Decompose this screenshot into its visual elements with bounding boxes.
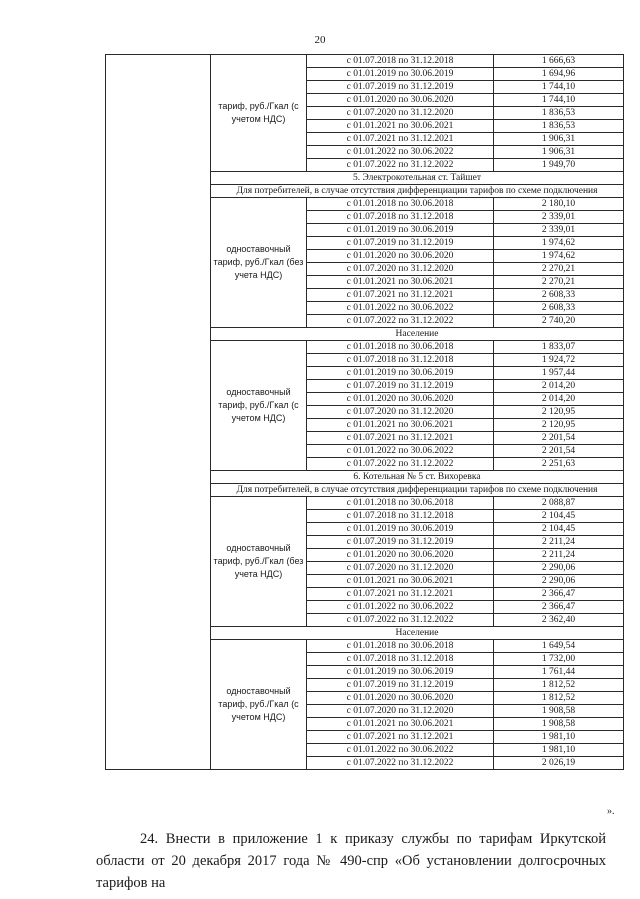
tariff-value-cell: 2 180,10	[494, 198, 624, 211]
tariff-value-cell: 2 026,19	[494, 757, 624, 770]
tariff-value-cell: 2 120,95	[494, 419, 624, 432]
period-cell: с 01.01.2022 по 30.06.2022	[307, 146, 494, 159]
tariff-value-cell: 2 608,33	[494, 289, 624, 302]
period-cell: с 01.07.2020 по 31.12.2020	[307, 562, 494, 575]
period-cell: с 01.01.2022 по 30.06.2022	[307, 445, 494, 458]
tariff-value-cell: 2 270,21	[494, 276, 624, 289]
tariff-value-cell: 1 744,10	[494, 81, 624, 94]
tariff-table	[105, 54, 624, 770]
consumer-group-heading: Население	[211, 627, 624, 640]
tariff-value-cell: 2 740,20	[494, 315, 624, 328]
tariff-value-cell: 2 251,63	[494, 458, 624, 471]
tariff-value-cell: 1 833,07	[494, 341, 624, 354]
period-cell: с 01.07.2022 по 31.12.2022	[307, 315, 494, 328]
tariff-value-cell: 2 104,45	[494, 523, 624, 536]
period-cell: с 01.01.2020 по 30.06.2020	[307, 549, 494, 562]
period-cell: с 01.01.2022 по 30.06.2022	[307, 302, 494, 315]
period-cell: с 01.07.2020 по 31.12.2020	[307, 263, 494, 276]
period-cell: с 01.07.2019 по 31.12.2019	[307, 536, 494, 549]
tariff-type-label: одноставочный тариф, руб./Гкал (с учетом НДС)	[211, 341, 307, 471]
tariff-value-cell: 1 694,96	[494, 68, 624, 81]
tariff-value-cell: 2 290,06	[494, 562, 624, 575]
tariff-value-cell: 2 339,01	[494, 211, 624, 224]
tariff-value-cell: 2 201,54	[494, 432, 624, 445]
tariff-value-cell: 1 908,58	[494, 705, 624, 718]
consumer-group-heading: Население	[211, 328, 624, 341]
period-cell: с 01.07.2021 по 31.12.2021	[307, 731, 494, 744]
period-cell: с 01.01.2018 по 30.06.2018	[307, 497, 494, 510]
tariff-value-cell: 2 014,20	[494, 393, 624, 406]
period-cell: с 01.07.2020 по 31.12.2020	[307, 107, 494, 120]
period-cell: с 01.07.2018 по 31.12.2018	[307, 653, 494, 666]
period-cell: с 01.07.2021 по 31.12.2021	[307, 133, 494, 146]
consumer-group-heading: Для потребителей, в случае отсутствия дифференциации тарифов по схеме подключения	[211, 484, 624, 497]
period-cell: с 01.07.2022 по 31.12.2022	[307, 614, 494, 627]
tariff-value-cell: 1 836,53	[494, 107, 624, 120]
tariff-value-cell: 1 924,72	[494, 354, 624, 367]
tariff-value-cell: 1 666,63	[494, 55, 624, 68]
tariff-value-cell: 1 744,10	[494, 94, 624, 107]
tariff-value-cell: 2 339,01	[494, 224, 624, 237]
tariff-value-cell: 1 906,31	[494, 146, 624, 159]
tariff-value-cell: 2 270,21	[494, 263, 624, 276]
period-cell: с 01.01.2019 по 30.06.2019	[307, 68, 494, 81]
consumer-group-heading: Для потребителей, в случае отсутствия дифференциации тарифов по схеме подключения	[211, 185, 624, 198]
period-cell: с 01.07.2018 по 31.12.2018	[307, 211, 494, 224]
tariff-value-cell: 2 211,24	[494, 549, 624, 562]
tariff-value-cell: 2 120,95	[494, 406, 624, 419]
empty-left-column	[106, 55, 211, 770]
tariff-value-cell: 2 362,40	[494, 614, 624, 627]
period-cell: с 01.07.2021 по 31.12.2021	[307, 432, 494, 445]
period-cell: с 01.07.2018 по 31.12.2018	[307, 55, 494, 68]
period-cell: с 01.07.2021 по 31.12.2021	[307, 588, 494, 601]
tariff-value-cell: 1 957,44	[494, 367, 624, 380]
period-cell: с 01.07.2022 по 31.12.2022	[307, 159, 494, 172]
period-cell: с 01.01.2018 по 30.06.2018	[307, 198, 494, 211]
period-cell: с 01.07.2021 по 31.12.2021	[307, 289, 494, 302]
tariff-value-cell: 2 201,54	[494, 445, 624, 458]
tariff-value-cell: 1 974,62	[494, 237, 624, 250]
table-row	[106, 55, 624, 68]
period-cell: с 01.01.2019 по 30.06.2019	[307, 367, 494, 380]
closing-quote-mark: ».	[607, 806, 615, 817]
tariff-value-cell: 2 608,33	[494, 302, 624, 315]
page-number: 20	[314, 34, 326, 46]
period-cell: с 01.01.2021 по 30.06.2021	[307, 120, 494, 133]
period-cell: с 01.01.2020 по 30.06.2020	[307, 94, 494, 107]
period-cell: с 01.01.2018 по 30.06.2018	[307, 341, 494, 354]
tariff-value-cell: 2 014,20	[494, 380, 624, 393]
tariff-type-label: тариф, руб./Гкал (с учетом НДС)	[211, 55, 307, 172]
period-cell: с 01.07.2022 по 31.12.2022	[307, 458, 494, 471]
tariff-table-container	[105, 54, 605, 770]
tariff-value-cell: 1 836,53	[494, 120, 624, 133]
period-cell: с 01.07.2020 по 31.12.2020	[307, 705, 494, 718]
period-cell: с 01.01.2019 по 30.06.2019	[307, 224, 494, 237]
paragraph-line: от 20 декабря 2017 года № 490-спр «Об установлении долгосрочных тарифов на	[96, 853, 607, 891]
tariff-value-cell: 1 761,44	[494, 666, 624, 679]
tariff-value-cell: 1 974,62	[494, 250, 624, 263]
period-cell: с 01.01.2022 по 30.06.2022	[307, 601, 494, 614]
tariff-value-cell: 1 649,54	[494, 640, 624, 653]
tariff-value-cell: 1 949,70	[494, 159, 624, 172]
tariff-value-cell: 2 211,24	[494, 536, 624, 549]
period-cell: с 01.07.2020 по 31.12.2020	[307, 406, 494, 419]
period-cell: с 01.07.2019 по 31.12.2019	[307, 679, 494, 692]
tariff-value-cell: 1 812,52	[494, 692, 624, 705]
paragraph-line: 24. Внести в приложение 1 к приказу службы по тарифам Иркутской области	[96, 831, 606, 869]
period-cell: с 01.01.2019 по 30.06.2019	[307, 523, 494, 536]
period-cell: с 01.01.2021 по 30.06.2021	[307, 575, 494, 588]
amendment-paragraph	[96, 828, 606, 894]
tariff-value-cell: 2 104,45	[494, 510, 624, 523]
tariff-value-cell: 2 366,47	[494, 588, 624, 601]
period-cell: с 01.01.2021 по 30.06.2021	[307, 419, 494, 432]
tariff-type-label: одноставочный тариф, руб./Гкал (без учета НДС)	[211, 198, 307, 328]
tariff-value-cell: 1 906,31	[494, 133, 624, 146]
period-cell: с 01.07.2022 по 31.12.2022	[307, 757, 494, 770]
section-title: 6. Котельная № 5 ст. Вихоревка	[211, 471, 624, 484]
period-cell: с 01.01.2020 по 30.06.2020	[307, 393, 494, 406]
tariff-value-cell: 1 812,52	[494, 679, 624, 692]
tariff-value-cell: 1 981,10	[494, 744, 624, 757]
period-cell: с 01.01.2021 по 30.06.2021	[307, 718, 494, 731]
tariff-value-cell: 1 732,00	[494, 653, 624, 666]
tariff-type-label: одноставочный тариф, руб./Гкал (с учетом НДС)	[211, 640, 307, 770]
tariff-value-cell: 2 088,87	[494, 497, 624, 510]
period-cell: с 01.01.2020 по 30.06.2020	[307, 250, 494, 263]
period-cell: с 01.01.2018 по 30.06.2018	[307, 640, 494, 653]
period-cell: с 01.07.2018 по 31.12.2018	[307, 354, 494, 367]
section-title: 5. Электрокотельная ст. Тайшет	[211, 172, 624, 185]
tariff-value-cell: 2 290,06	[494, 575, 624, 588]
period-cell: с 01.07.2019 по 31.12.2019	[307, 81, 494, 94]
period-cell: с 01.07.2019 по 31.12.2019	[307, 380, 494, 393]
period-cell: с 01.01.2022 по 30.06.2022	[307, 744, 494, 757]
tariff-type-label: одноставочный тариф, руб./Гкал (без учета НДС)	[211, 497, 307, 627]
tariff-value-cell: 2 366,47	[494, 601, 624, 614]
tariff-value-cell: 1 908,58	[494, 718, 624, 731]
period-cell: с 01.01.2019 по 30.06.2019	[307, 666, 494, 679]
tariff-value-cell: 1 981,10	[494, 731, 624, 744]
period-cell: с 01.01.2021 по 30.06.2021	[307, 276, 494, 289]
period-cell: с 01.01.2020 по 30.06.2020	[307, 692, 494, 705]
period-cell: с 01.07.2018 по 31.12.2018	[307, 510, 494, 523]
period-cell: с 01.07.2019 по 31.12.2019	[307, 237, 494, 250]
